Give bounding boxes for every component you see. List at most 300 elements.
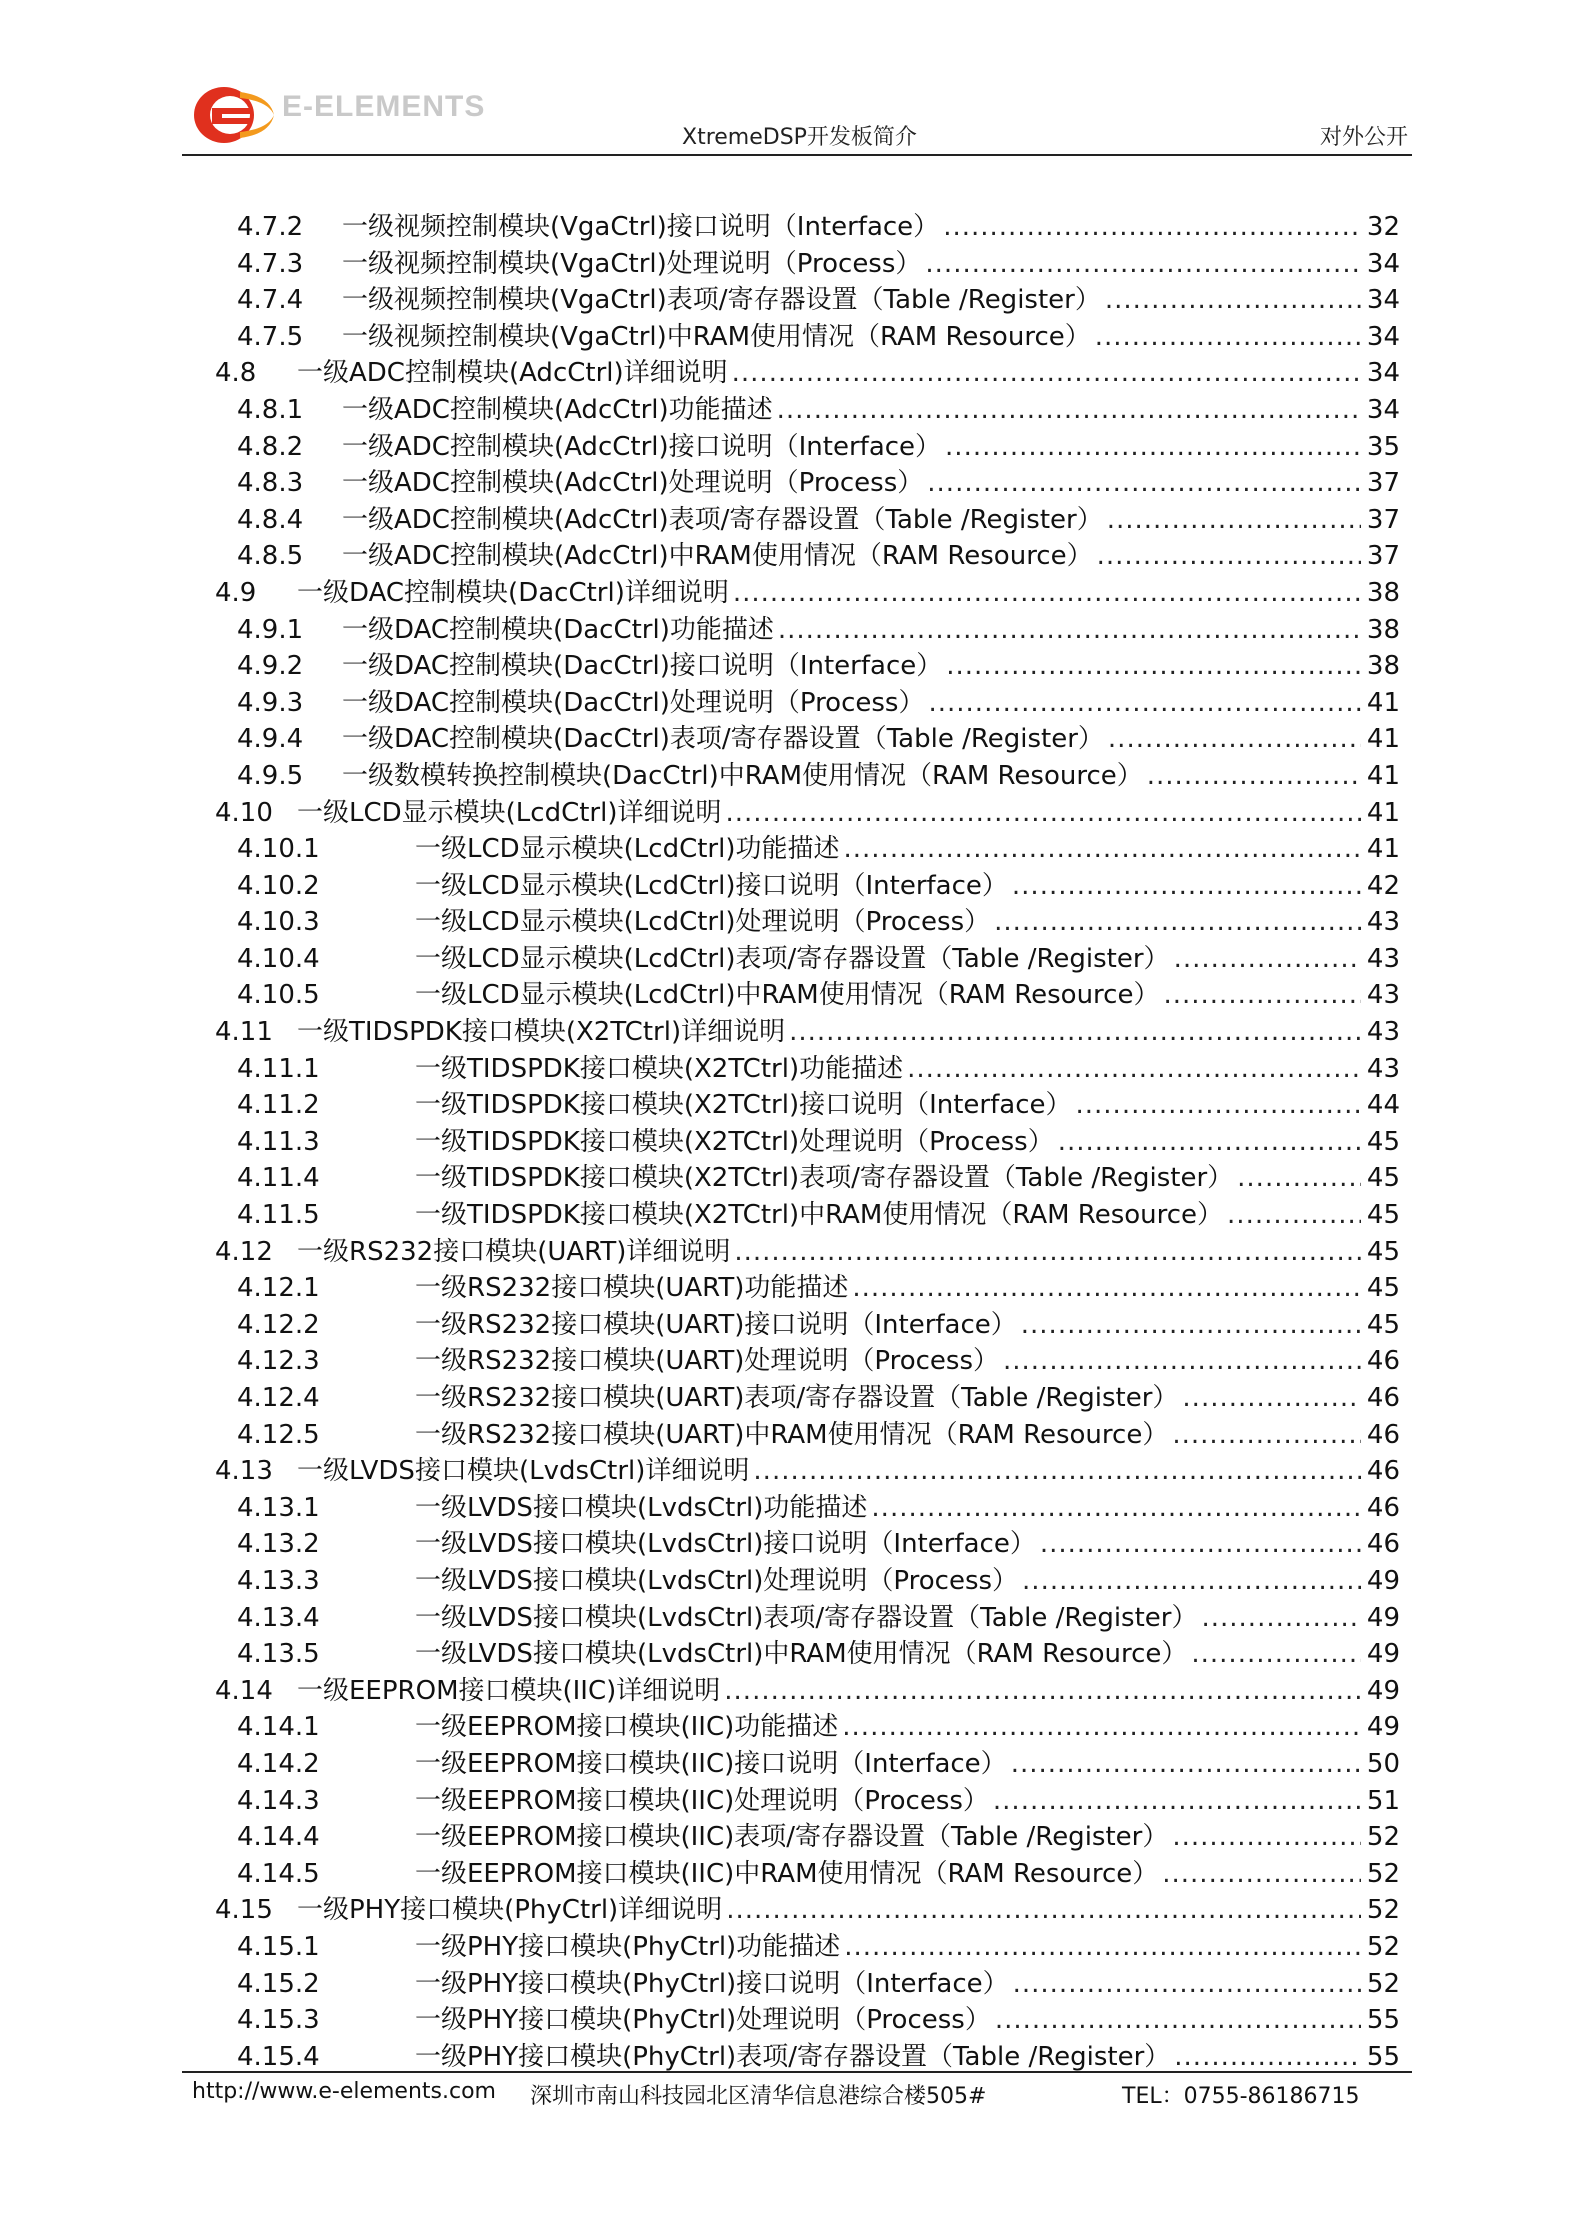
toc-entry-page: 45 xyxy=(1366,1163,1400,1194)
toc-entry-line xyxy=(415,1526,1400,1563)
toc-entry-title: 一级LCD显示模块(LcdCtrl)接口说明（Interface） xyxy=(415,870,1008,901)
toc-entry-title: 一级TIDSPDK接口模块(X2TCtrl)接口说明（Interface） xyxy=(415,1090,1072,1121)
toc-entry-number: 4.14 xyxy=(215,1675,273,1706)
toc-entry-page: 34 xyxy=(1366,248,1400,279)
toc-entry-line xyxy=(415,868,1400,905)
toc-entry-line xyxy=(342,392,1400,429)
toc-entry-page: 45 xyxy=(1366,1126,1400,1157)
toc-entry-page: 41 xyxy=(1366,797,1400,828)
toc-entry[interactable] xyxy=(215,465,1400,502)
toc-entry-number: 4.11.3 xyxy=(237,1126,320,1157)
toc-entry-line xyxy=(297,1892,1400,1929)
toc-entry-number: 4.8.5 xyxy=(237,541,304,572)
toc-entry-line xyxy=(415,1636,1400,1673)
toc-entry-number: 4.12.4 xyxy=(237,1383,320,1413)
toc-entry[interactable] xyxy=(215,1673,1400,1710)
toc-entry[interactable] xyxy=(215,502,1400,539)
toc-entry[interactable] xyxy=(215,1600,1400,1637)
toc-entry-title: 一级LCD显示模块(LcdCtrl)功能描述 xyxy=(415,834,840,865)
toc-dot-leader xyxy=(724,1673,1361,1710)
toc-entry-line xyxy=(415,831,1400,868)
toc-entry-number: 4.12.3 xyxy=(237,1346,320,1377)
toc-entry-page: 44 xyxy=(1366,1090,1400,1121)
toc-dot-leader xyxy=(1097,538,1361,575)
toc-entry-line xyxy=(342,685,1400,722)
toc-entry-line xyxy=(342,246,1400,283)
e-elements-logo-icon xyxy=(190,84,276,146)
footer-address: 深圳市南山科技园北区清华信息港综合楼505# xyxy=(530,2084,987,2109)
toc-entry-number: 4.15.2 xyxy=(237,1968,320,1999)
toc-dot-leader xyxy=(1237,1160,1361,1197)
toc-entry-title: 一级RS232接口模块(UART)功能描述 xyxy=(415,1273,849,1304)
toc-entry-page: 37 xyxy=(1366,468,1400,499)
toc-entry-title: 一级TIDSPDK接口模块(X2TCtrl)中RAM使用情况（RAM Resource） xyxy=(415,1200,1224,1231)
toc-entry-number: 4.13.5 xyxy=(237,1639,320,1670)
toc-dot-leader xyxy=(927,465,1361,502)
toc-entry-line xyxy=(342,648,1400,685)
toc-entry-page: 49 xyxy=(1366,1565,1400,1596)
toc-entry[interactable] xyxy=(215,2002,1400,2039)
toc-entry-line xyxy=(415,1160,1400,1197)
toc-entry-line xyxy=(342,758,1400,795)
toc-entry-page: 42 xyxy=(1366,870,1400,901)
toc-entry-line xyxy=(297,1014,1400,1051)
toc-entry-line xyxy=(415,1929,1400,1966)
toc-entry-page: 51 xyxy=(1366,1785,1400,1816)
toc-entry[interactable] xyxy=(215,282,1400,319)
toc-entry-page: 41 xyxy=(1366,724,1400,755)
toc-entry-page: 52 xyxy=(1366,1931,1400,1962)
toc-entry[interactable] xyxy=(215,1051,1400,1088)
toc-entry-title: 一级PHY接口模块(PhyCtrl)详细说明 xyxy=(297,1895,723,1926)
page-header xyxy=(182,78,1412,156)
toc-dot-leader xyxy=(777,392,1361,429)
toc-entry[interactable] xyxy=(215,721,1400,758)
toc-entry-line xyxy=(415,2002,1400,2039)
toc-entry-page: 52 xyxy=(1366,1858,1400,1889)
toc-dot-leader xyxy=(1076,1087,1361,1124)
toc-entry-line xyxy=(415,1819,1400,1856)
toc-entry-title: 一级LCD显示模块(LcdCtrl)详细说明 xyxy=(297,797,722,828)
footer-phone: TEL：0755-86186715 xyxy=(1122,2084,1360,2109)
document-title: XtremeDSP开发板简介 xyxy=(682,125,917,150)
toc-entry[interactable] xyxy=(215,1417,1400,1454)
toc-entry-title: 一级PHY接口模块(PhyCtrl)表项/寄存器设置（Table /Register） xyxy=(415,2041,1171,2072)
toc-entry[interactable] xyxy=(215,795,1400,832)
toc-entry[interactable] xyxy=(215,977,1400,1014)
toc-entry-title: 一级LCD显示模块(LcdCtrl)中RAM使用情况（RAM Resource） xyxy=(415,980,1160,1011)
page-footer xyxy=(182,2071,1412,2113)
toc-entry[interactable] xyxy=(215,1746,1400,1783)
toc-entry[interactable] xyxy=(215,1380,1400,1417)
logo-text: E-ELEMENTS xyxy=(282,90,486,123)
toc-entry-title: 一级数模转换控制模块(DacCtrl)中RAM使用情况（RAM Resource） xyxy=(342,760,1143,791)
toc-entry-line xyxy=(415,1600,1400,1637)
toc-entry-page: 45 xyxy=(1366,1309,1400,1340)
toc-entry-line xyxy=(342,465,1400,502)
toc-entry-title: 一级EEPROM接口模块(IIC)处理说明（Process） xyxy=(415,1785,989,1816)
toc-entry[interactable] xyxy=(215,612,1400,649)
toc-entry-page: 45 xyxy=(1366,1273,1400,1304)
toc-entry-title: 一级DAC控制模块(DacCtrl)表项/寄存器设置（Table /Register） xyxy=(342,724,1104,755)
toc-entry-line xyxy=(415,1746,1400,1783)
toc-entry-page: 41 xyxy=(1366,760,1400,791)
toc-entry-page: 49 xyxy=(1366,1675,1400,1706)
toc-dot-leader xyxy=(726,1892,1361,1929)
toc-entry[interactable] xyxy=(215,575,1400,612)
toc-entry[interactable] xyxy=(215,1929,1400,1966)
toc-entry-line xyxy=(297,795,1400,832)
toc-dot-leader xyxy=(844,831,1361,868)
toc-entry-line xyxy=(415,1270,1400,1307)
toc-entry-title: 一级EEPROM接口模块(IIC)详细说明 xyxy=(297,1675,721,1706)
toc-entry-page: 38 xyxy=(1366,614,1400,645)
toc-entry-line xyxy=(415,1783,1400,1820)
toc-entry-number: 4.12.5 xyxy=(237,1419,320,1450)
toc-entry-line xyxy=(415,1343,1400,1380)
toc-entry-page: 49 xyxy=(1366,1639,1400,1670)
toc-entry-line xyxy=(415,941,1400,978)
toc-entry-title: 一级ADC控制模块(AdcCtrl)详细说明 xyxy=(297,358,728,389)
toc-entry-number: 4.13.1 xyxy=(237,1492,320,1523)
toc-entry[interactable] xyxy=(215,2039,1400,2076)
toc-entry-title: 一级ADC控制模块(AdcCtrl)处理说明（Process） xyxy=(342,468,924,499)
toc-entry-page: 52 xyxy=(1366,1822,1400,1853)
toc-dot-leader xyxy=(1105,282,1361,319)
toc-entry-title: 一级视频控制模块(VgaCtrl)处理说明（Process） xyxy=(342,248,922,279)
toc-entry-page: 46 xyxy=(1366,1492,1400,1523)
toc-entry-line xyxy=(297,355,1400,392)
toc-entry-title: 一级TIDSPDK接口模块(X2TCtrl)表项/寄存器设置（Table /Register） xyxy=(415,1163,1234,1194)
toc-entry-title: 一级DAC控制模块(DacCtrl)详细说明 xyxy=(297,577,729,608)
toc-entry-title: 一级TIDSPDK接口模块(X2TCtrl)处理说明（Process） xyxy=(415,1126,1054,1157)
toc-entry-line xyxy=(415,1856,1400,1893)
toc-dot-leader xyxy=(1022,1563,1361,1600)
toc-dot-leader xyxy=(1182,1380,1360,1417)
toc-entry-line xyxy=(342,612,1400,649)
toc-entry[interactable] xyxy=(215,1343,1400,1380)
table-of-contents xyxy=(215,209,1400,2075)
toc-entry-page: 45 xyxy=(1366,1200,1400,1231)
toc-entry-number: 4.15.1 xyxy=(237,1931,320,1962)
toc-entry[interactable] xyxy=(215,319,1400,356)
toc-entry-number: 4.10.5 xyxy=(237,980,320,1011)
toc-entry-title: 一级ADC控制模块(AdcCtrl)表项/寄存器设置（Table /Register） xyxy=(342,504,1103,535)
toc-entry-page: 41 xyxy=(1366,687,1400,718)
toc-entry-title: 一级ADC控制模块(AdcCtrl)中RAM使用情况（RAM Resource） xyxy=(342,541,1093,572)
toc-entry-line xyxy=(415,1490,1400,1527)
document-classification: 对外公开 xyxy=(1319,125,1408,150)
toc-entry[interactable] xyxy=(215,1636,1400,1673)
toc-entry-title: 一级LVDS接口模块(LvdsCtrl)表项/寄存器设置（Table /Register） xyxy=(415,1602,1198,1633)
toc-entry-title: 一级ADC控制模块(AdcCtrl)接口说明（Interface） xyxy=(342,431,942,462)
toc-entry-title: 一级TIDSPDK接口模块(X2TCtrl)详细说明 xyxy=(297,1017,786,1048)
toc-entry-line xyxy=(415,1307,1400,1344)
toc-entry-number: 4.10.2 xyxy=(237,870,320,901)
toc-entry-page: 34 xyxy=(1366,358,1400,389)
toc-entry-number: 4.8.2 xyxy=(237,431,304,462)
toc-entry-page: 37 xyxy=(1366,504,1400,535)
toc-entry[interactable] xyxy=(215,1014,1400,1051)
toc-dot-leader xyxy=(1003,1343,1361,1380)
toc-entry-page: 37 xyxy=(1366,541,1400,572)
toc-entry-page: 55 xyxy=(1366,2041,1400,2072)
toc-entry-title: 一级LCD显示模块(LcdCtrl)处理说明（Process） xyxy=(415,907,991,938)
toc-dot-leader xyxy=(1174,2039,1361,2076)
toc-dot-leader xyxy=(1172,1417,1361,1454)
toc-entry-line xyxy=(415,2039,1400,2076)
toc-entry-title: 一级PHY接口模块(PhyCtrl)处理说明（Process） xyxy=(415,2005,991,2036)
toc-entry[interactable] xyxy=(215,1819,1400,1856)
toc-dot-leader xyxy=(1174,941,1361,978)
toc-entry[interactable] xyxy=(215,1856,1400,1893)
toc-dot-leader xyxy=(844,1929,1361,1966)
footer-url[interactable]: http://www.e-elements.com xyxy=(192,2079,496,2104)
toc-entry-line xyxy=(415,904,1400,941)
toc-entry-number: 4.7.5 xyxy=(237,321,304,352)
toc-entry-title: 一级LCD显示模块(LcdCtrl)表项/寄存器设置（Table /Register） xyxy=(415,943,1170,974)
toc-entry-page: 46 xyxy=(1366,1456,1400,1487)
toc-entry-title: 一级LVDS接口模块(LvdsCtrl)接口说明（Interface） xyxy=(415,1529,1036,1560)
toc-entry-title: 一级RS232接口模块(UART)表项/寄存器设置（Table /Register） xyxy=(415,1383,1179,1413)
toc-entry-number: 4.10.1 xyxy=(237,834,320,865)
toc-entry-page: 45 xyxy=(1366,1236,1400,1267)
toc-entry-number: 4.7.2 xyxy=(237,212,304,242)
toc-entry[interactable] xyxy=(215,904,1400,941)
toc-dot-leader xyxy=(1012,868,1361,905)
toc-dot-leader xyxy=(1147,758,1361,795)
toc-dot-leader xyxy=(994,904,1361,941)
toc-entry-line xyxy=(342,502,1400,539)
toc-entry-line xyxy=(297,575,1400,612)
toc-entry-title: 一级DAC控制模块(DacCtrl)处理说明（Process） xyxy=(342,687,925,718)
toc-entry[interactable] xyxy=(215,1197,1400,1234)
toc-dot-leader xyxy=(852,1270,1361,1307)
toc-entry-title: 一级视频控制模块(VgaCtrl)中RAM使用情况（RAM Resource） xyxy=(342,321,1091,352)
toc-entry-title: 一级ADC控制模块(AdcCtrl)功能描述 xyxy=(342,394,773,425)
toc-dot-leader xyxy=(753,1453,1360,1490)
toc-entry-page: 46 xyxy=(1366,1529,1400,1560)
toc-entry-line xyxy=(415,1380,1400,1417)
toc-entry-line xyxy=(342,538,1400,575)
toc-dot-leader xyxy=(925,246,1361,283)
toc-entry-page: 34 xyxy=(1366,321,1400,352)
toc-entry-title: 一级视频控制模块(VgaCtrl)接口说明（Interface） xyxy=(342,212,940,242)
toc-entry-title: 一级LVDS接口模块(LvdsCtrl)功能描述 xyxy=(415,1492,868,1523)
toc-dot-leader xyxy=(734,1234,1361,1271)
toc-entry-number: 4.9.2 xyxy=(237,651,304,682)
toc-entry-title: 一级EEPROM接口模块(IIC)功能描述 xyxy=(415,1712,839,1743)
toc-entry[interactable] xyxy=(215,429,1400,466)
toc-entry-page: 32 xyxy=(1366,212,1400,242)
toc-entry-line xyxy=(415,1051,1400,1088)
toc-entry-number: 4.8.1 xyxy=(237,394,304,425)
toc-dot-leader xyxy=(1227,1197,1361,1234)
toc-entry-number: 4.14.5 xyxy=(237,1858,320,1889)
toc-entry-number: 4.11.1 xyxy=(237,1053,320,1084)
toc-dot-leader xyxy=(778,612,1361,649)
toc-dot-leader xyxy=(1021,1307,1361,1344)
toc-entry-number: 4.9.3 xyxy=(237,687,304,718)
toc-entry-page: 46 xyxy=(1366,1346,1400,1377)
toc-entry-number: 4.14.3 xyxy=(237,1785,320,1816)
toc-entry-page: 43 xyxy=(1366,980,1400,1011)
toc-entry[interactable] xyxy=(215,1490,1400,1527)
toc-dot-leader xyxy=(1162,1856,1361,1893)
toc-entry-title: 一级PHY接口模块(PhyCtrl)接口说明（Interface） xyxy=(415,1968,1009,1999)
toc-entry-number: 4.7.4 xyxy=(237,285,304,316)
toc-entry-number: 4.9.1 xyxy=(237,614,304,645)
toc-entry-number: 4.8 xyxy=(215,358,257,389)
toc-entry-line xyxy=(415,1966,1400,2003)
toc-entry-number: 4.12.1 xyxy=(237,1273,320,1304)
toc-entry-number: 4.15.4 xyxy=(237,2041,320,2072)
toc-entry[interactable] xyxy=(215,1160,1400,1197)
toc-entry[interactable] xyxy=(215,1307,1400,1344)
toc-entry-title: 一级DAC控制模块(DacCtrl)接口说明（Interface） xyxy=(342,651,943,682)
toc-entry-line xyxy=(297,1234,1400,1271)
toc-dot-leader xyxy=(726,795,1361,832)
toc-dot-leader xyxy=(907,1051,1361,1088)
toc-entry-number: 4.8.3 xyxy=(237,468,304,499)
toc-entry-title: 一级EEPROM接口模块(IIC)接口说明（Interface） xyxy=(415,1748,1007,1779)
toc-entry-number: 4.9.4 xyxy=(237,724,304,755)
toc-dot-leader xyxy=(732,355,1361,392)
toc-entry-title: 一级RS232接口模块(UART)接口说明（Interface） xyxy=(415,1309,1017,1340)
toc-entry-number: 4.10 xyxy=(215,797,273,828)
toc-dot-leader xyxy=(995,2002,1361,2039)
toc-entry[interactable] xyxy=(215,1892,1400,1929)
toc-entry-page: 46 xyxy=(1366,1419,1400,1450)
toc-entry[interactable] xyxy=(215,246,1400,283)
toc-entry-number: 4.13.4 xyxy=(237,1602,320,1633)
toc-entry-number: 4.11.4 xyxy=(237,1163,320,1194)
toc-dot-leader xyxy=(871,1490,1360,1527)
toc-dot-leader xyxy=(1191,1636,1361,1673)
toc-dot-leader xyxy=(945,429,1361,466)
toc-entry-line xyxy=(342,319,1400,356)
toc-entry-line xyxy=(415,1087,1400,1124)
toc-entry-page: 49 xyxy=(1366,1602,1400,1633)
toc-entry[interactable] xyxy=(215,1783,1400,1820)
toc-entry-page: 43 xyxy=(1366,943,1400,974)
toc-entry-number: 4.11 xyxy=(215,1017,273,1048)
toc-entry-page: 43 xyxy=(1366,1053,1400,1084)
toc-entry[interactable] xyxy=(215,1526,1400,1563)
toc-entry[interactable] xyxy=(215,868,1400,905)
toc-entry-title: 一级视频控制模块(VgaCtrl)表项/寄存器设置（Table /Register） xyxy=(342,285,1101,316)
toc-entry[interactable] xyxy=(215,648,1400,685)
toc-entry[interactable] xyxy=(215,941,1400,978)
toc-entry-page: 55 xyxy=(1366,2005,1400,2036)
toc-entry-number: 4.14.2 xyxy=(237,1748,320,1779)
toc-dot-leader xyxy=(842,1709,1361,1746)
toc-entry[interactable] xyxy=(215,1966,1400,2003)
toc-dot-leader xyxy=(1011,1746,1361,1783)
toc-entry-number: 4.9.5 xyxy=(237,760,304,791)
toc-entry-line xyxy=(415,1124,1400,1161)
toc-entry-title: 一级LVDS接口模块(LvdsCtrl)处理说明（Process） xyxy=(415,1565,1019,1596)
toc-entry-number: 4.15 xyxy=(215,1895,273,1926)
toc-entry-title: 一级PHY接口模块(PhyCtrl)功能描述 xyxy=(415,1931,841,1962)
toc-entry-title: 一级LVDS接口模块(LvdsCtrl)中RAM使用情况（RAM Resource） xyxy=(415,1639,1188,1670)
toc-entry-number: 4.14.1 xyxy=(237,1712,320,1743)
toc-entry-line xyxy=(297,1453,1400,1490)
toc-entry[interactable] xyxy=(215,538,1400,575)
toc-entry-number: 4.14.4 xyxy=(237,1822,320,1853)
toc-entry-title: 一级TIDSPDK接口模块(X2TCtrl)功能描述 xyxy=(415,1053,904,1084)
toc-entry-number: 4.7.3 xyxy=(237,248,304,279)
toc-entry-title: 一级RS232接口模块(UART)处理说明（Process） xyxy=(415,1346,999,1377)
toc-entry[interactable] xyxy=(215,1087,1400,1124)
toc-dot-leader xyxy=(1107,502,1361,539)
toc-entry-page: 46 xyxy=(1366,1383,1400,1413)
toc-entry-page: 38 xyxy=(1366,651,1400,682)
toc-entry-line xyxy=(415,1709,1400,1746)
toc-dot-leader xyxy=(928,685,1360,722)
toc-entry-line xyxy=(297,1673,1400,1710)
toc-entry[interactable] xyxy=(215,392,1400,429)
toc-entry-page: 49 xyxy=(1366,1712,1400,1743)
toc-entry-title: 一级RS232接口模块(UART)详细说明 xyxy=(297,1236,731,1267)
toc-entry[interactable] xyxy=(215,831,1400,868)
toc-entry[interactable] xyxy=(215,758,1400,795)
toc-entry[interactable] xyxy=(215,1563,1400,1600)
toc-entry[interactable] xyxy=(215,1234,1400,1271)
toc-entry-title: 一级EEPROM接口模块(IIC)表项/寄存器设置（Table /Register） xyxy=(415,1822,1169,1853)
toc-dot-leader xyxy=(733,575,1361,612)
toc-entry-line xyxy=(342,209,1400,246)
toc-entry-line xyxy=(342,429,1400,466)
toc-dot-leader xyxy=(1040,1526,1361,1563)
toc-entry-number: 4.13.3 xyxy=(237,1565,320,1596)
toc-entry[interactable] xyxy=(215,1270,1400,1307)
toc-dot-leader xyxy=(1172,1819,1361,1856)
toc-entry-page: 50 xyxy=(1366,1748,1400,1779)
toc-entry-line xyxy=(342,282,1400,319)
toc-entry-number: 4.11.5 xyxy=(237,1200,320,1231)
toc-dot-leader xyxy=(1201,1600,1360,1637)
toc-entry[interactable] xyxy=(215,1453,1400,1490)
toc-entry[interactable] xyxy=(215,1124,1400,1161)
toc-entry-number: 4.8.4 xyxy=(237,504,304,535)
toc-entry-line xyxy=(415,1417,1400,1454)
toc-dot-leader xyxy=(1058,1124,1361,1161)
toc-entry[interactable] xyxy=(215,685,1400,722)
toc-entry[interactable] xyxy=(215,1709,1400,1746)
toc-entry-title: 一级DAC控制模块(DacCtrl)功能描述 xyxy=(342,614,774,645)
toc-entry-page: 35 xyxy=(1366,431,1400,462)
toc-entry[interactable] xyxy=(215,355,1400,392)
toc-dot-leader xyxy=(943,209,1361,246)
toc-entry-line xyxy=(415,1563,1400,1600)
toc-entry[interactable] xyxy=(215,209,1400,246)
toc-dot-leader xyxy=(1163,977,1360,1014)
toc-entry-title: 一级RS232接口模块(UART)中RAM使用情况（RAM Resource） xyxy=(415,1419,1169,1450)
toc-entry-line xyxy=(342,721,1400,758)
toc-dot-leader xyxy=(946,648,1361,685)
toc-entry-page: 38 xyxy=(1366,577,1400,608)
toc-entry-number: 4.13 xyxy=(215,1456,273,1487)
toc-entry-page: 43 xyxy=(1366,1017,1400,1048)
toc-dot-leader xyxy=(1013,1966,1361,2003)
toc-entry-number: 4.11.2 xyxy=(237,1090,320,1121)
toc-entry-number: 4.12 xyxy=(215,1236,273,1267)
toc-entry-page: 41 xyxy=(1366,834,1400,865)
toc-entry-number: 4.13.2 xyxy=(237,1529,320,1560)
toc-entry-page: 52 xyxy=(1366,1895,1400,1926)
toc-entry-line xyxy=(415,1197,1400,1234)
